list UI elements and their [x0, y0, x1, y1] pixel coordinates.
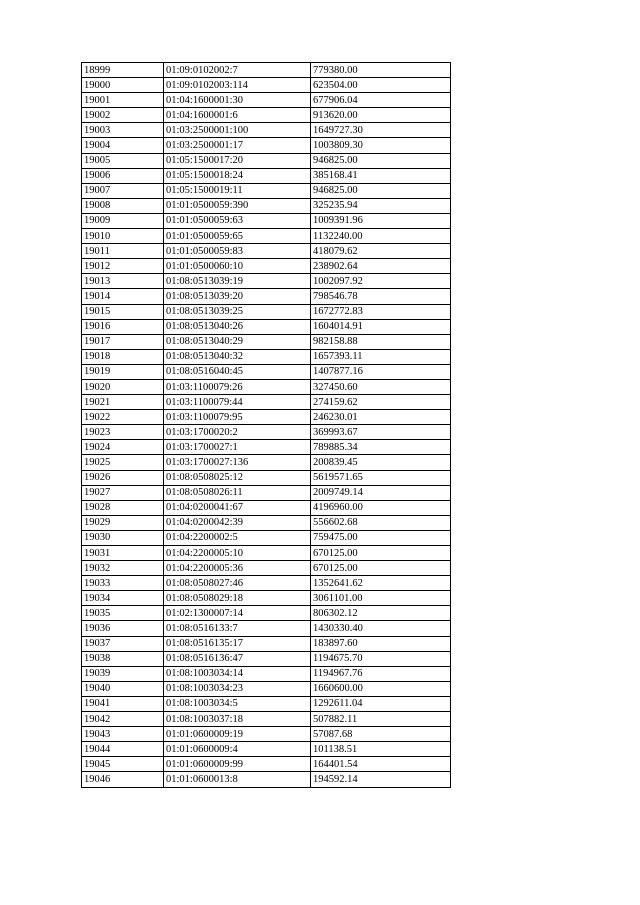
value-cell: 1292611.04 [311, 696, 451, 711]
table-row [82, 712, 451, 727]
row-id-cell: 19045 [82, 757, 164, 772]
table-row [82, 485, 451, 500]
value-cell: 418079.62 [311, 244, 451, 259]
row-id-cell: 19000 [82, 78, 164, 93]
value-cell: 982158.88 [311, 334, 451, 349]
value-cell: 1660600.00 [311, 681, 451, 696]
row-id-cell: 19022 [82, 410, 164, 425]
row-id-cell: 19021 [82, 395, 164, 410]
row-id-cell: 19031 [82, 546, 164, 561]
table-row [82, 576, 451, 591]
cadastral-number-cell: 01:01:0600009:4 [164, 742, 311, 757]
value-cell: 2009749.14 [311, 485, 451, 500]
value-cell: 246230.01 [311, 410, 451, 425]
table-row [82, 319, 451, 334]
row-id-cell: 19007 [82, 183, 164, 198]
row-id-cell: 18999 [82, 63, 164, 78]
table-row [82, 546, 451, 561]
cadastral-number-cell: 01:08:0516133:7 [164, 621, 311, 636]
row-id-cell: 19020 [82, 379, 164, 394]
cadastral-number-cell: 01:01:0600009:99 [164, 757, 311, 772]
value-cell: 385168.41 [311, 168, 451, 183]
value-cell: 913620.00 [311, 108, 451, 123]
cadastral-number-cell: 01:01:0500060:10 [164, 259, 311, 274]
cadastral-number-cell: 01:08:0508026:11 [164, 485, 311, 500]
row-id-cell: 19004 [82, 138, 164, 153]
value-cell: 1657393.11 [311, 349, 451, 364]
cadastral-number-cell: 01:03:1100079:95 [164, 410, 311, 425]
value-cell: 507882.11 [311, 712, 451, 727]
cadastral-number-cell: 01:01:0500059:83 [164, 244, 311, 259]
table-row [82, 425, 451, 440]
row-id-cell: 19037 [82, 636, 164, 651]
cadastral-number-cell: 01:03:1700020:2 [164, 425, 311, 440]
table-row [82, 379, 451, 394]
value-cell: 183897.60 [311, 636, 451, 651]
table-row [82, 229, 451, 244]
table-row [82, 606, 451, 621]
table-row [82, 78, 451, 93]
cadastral-number-cell: 01:08:0513039:19 [164, 274, 311, 289]
table-row [82, 666, 451, 681]
row-id-cell: 19003 [82, 123, 164, 138]
cadastral-number-cell: 01:04:0200042:39 [164, 515, 311, 530]
cadastral-number-cell: 01:04:2200005:10 [164, 546, 311, 561]
value-cell: 759475.00 [311, 530, 451, 545]
table-row [82, 651, 451, 666]
table-row [82, 727, 451, 742]
value-cell: 670125.00 [311, 546, 451, 561]
row-id-cell: 19035 [82, 606, 164, 621]
value-cell: 1649727.30 [311, 123, 451, 138]
cadastral-number-cell: 01:03:1100079:26 [164, 379, 311, 394]
cadastral-number-cell: 01:08:0516136:47 [164, 651, 311, 666]
value-cell: 4196960.00 [311, 500, 451, 515]
row-id-cell: 19024 [82, 440, 164, 455]
table-row [82, 183, 451, 198]
cadastral-number-cell: 01:08:0513040:26 [164, 319, 311, 334]
table-row [82, 470, 451, 485]
cadastral-number-cell: 01:08:1003034:23 [164, 681, 311, 696]
value-cell: 798546.78 [311, 289, 451, 304]
value-cell: 779380.00 [311, 63, 451, 78]
value-cell: 1002097.92 [311, 274, 451, 289]
table-row [82, 530, 451, 545]
table-row [82, 500, 451, 515]
row-id-cell: 19025 [82, 455, 164, 470]
table-row [82, 93, 451, 108]
cadastral-number-cell: 01:02:1300007:14 [164, 606, 311, 621]
value-cell: 1672772.83 [311, 304, 451, 319]
table-row [82, 138, 451, 153]
row-id-cell: 19016 [82, 319, 164, 334]
row-id-cell: 19040 [82, 681, 164, 696]
table-row [82, 334, 451, 349]
value-cell: 369993.67 [311, 425, 451, 440]
value-cell: 325235.94 [311, 198, 451, 213]
value-cell: 1407877.16 [311, 364, 451, 379]
table-row [82, 63, 451, 78]
cadastral-number-cell: 01:05:1500017:20 [164, 153, 311, 168]
table-row [82, 153, 451, 168]
row-id-cell: 19009 [82, 213, 164, 228]
cadastral-number-cell: 01:05:1500018:24 [164, 168, 311, 183]
cadastral-number-cell: 01:04:1600001:6 [164, 108, 311, 123]
row-id-cell: 19006 [82, 168, 164, 183]
value-cell: 670125.00 [311, 561, 451, 576]
table-row [82, 123, 451, 138]
value-cell: 1009391.96 [311, 213, 451, 228]
row-id-cell: 19023 [82, 425, 164, 440]
cadastral-number-cell: 01:08:0513040:29 [164, 334, 311, 349]
value-cell: 946825.00 [311, 153, 451, 168]
cadastral-number-cell: 01:08:0513040:32 [164, 349, 311, 364]
row-id-cell: 19030 [82, 530, 164, 545]
cadastral-number-cell: 01:03:1100079:44 [164, 395, 311, 410]
value-cell: 1194967.76 [311, 666, 451, 681]
value-cell: 677906.04 [311, 93, 451, 108]
cadastral-number-cell: 01:08:1003034:5 [164, 696, 311, 711]
table-row [82, 168, 451, 183]
cadastral-number-cell: 01:08:0508029:18 [164, 591, 311, 606]
cadastral-number-cell: 01:03:2500001:100 [164, 123, 311, 138]
row-id-cell: 19036 [82, 621, 164, 636]
value-cell: 789885.34 [311, 440, 451, 455]
value-cell: 1132240.00 [311, 229, 451, 244]
table-row [82, 561, 451, 576]
value-cell: 946825.00 [311, 183, 451, 198]
cadastral-number-cell: 01:01:0500059:65 [164, 229, 311, 244]
row-id-cell: 19027 [82, 485, 164, 500]
cadastral-number-cell: 01:08:0516040:45 [164, 364, 311, 379]
value-cell: 806302.12 [311, 606, 451, 621]
cadastral-number-cell: 01:05:1500019:11 [164, 183, 311, 198]
value-cell: 3061101.00 [311, 591, 451, 606]
cadastral-number-cell: 01:04:2200005:36 [164, 561, 311, 576]
row-id-cell: 19019 [82, 364, 164, 379]
table-row [82, 636, 451, 651]
row-id-cell: 19039 [82, 666, 164, 681]
value-cell: 1194675.70 [311, 651, 451, 666]
table-row [82, 244, 451, 259]
cadastral-number-cell: 01:08:0516135:17 [164, 636, 311, 651]
cadastral-number-cell: 01:08:0513039:20 [164, 289, 311, 304]
table-body [82, 63, 451, 788]
cadastral-number-cell: 01:08:0513039:25 [164, 304, 311, 319]
value-cell: 164401.54 [311, 757, 451, 772]
row-id-cell: 19033 [82, 576, 164, 591]
row-id-cell: 19043 [82, 727, 164, 742]
table-row [82, 108, 451, 123]
cadastral-number-cell: 01:01:0500059:390 [164, 198, 311, 213]
cadastral-number-cell: 01:01:0500059:63 [164, 213, 311, 228]
cadastral-number-cell: 01:04:2200002:5 [164, 530, 311, 545]
table-row [82, 455, 451, 470]
value-cell: 200839.45 [311, 455, 451, 470]
data-table [81, 62, 451, 788]
table-row [82, 440, 451, 455]
cadastral-number-cell: 01:03:2500001:17 [164, 138, 311, 153]
cadastral-number-cell: 01:09:0102003:114 [164, 78, 311, 93]
row-id-cell: 19042 [82, 712, 164, 727]
cadastral-number-cell: 01:01:0600009:19 [164, 727, 311, 742]
row-id-cell: 19046 [82, 772, 164, 787]
row-id-cell: 19001 [82, 93, 164, 108]
table-row [82, 757, 451, 772]
cadastral-number-cell: 01:03:1700027:136 [164, 455, 311, 470]
row-id-cell: 19038 [82, 651, 164, 666]
table-row [82, 259, 451, 274]
cadastral-number-cell: 01:09:0102002:7 [164, 63, 311, 78]
value-cell: 1604014.91 [311, 319, 451, 334]
table-row [82, 772, 451, 787]
table-row [82, 515, 451, 530]
value-cell: 623504.00 [311, 78, 451, 93]
value-cell: 5619571.65 [311, 470, 451, 485]
table-row [82, 591, 451, 606]
value-cell: 238902.64 [311, 259, 451, 274]
table-row [82, 410, 451, 425]
row-id-cell: 19014 [82, 289, 164, 304]
cadastral-number-cell: 01:03:1700027:1 [164, 440, 311, 455]
table-row [82, 742, 451, 757]
table-row [82, 213, 451, 228]
table-row [82, 395, 451, 410]
table-row [82, 621, 451, 636]
cadastral-number-cell: 01:04:0200041:67 [164, 500, 311, 515]
row-id-cell: 19015 [82, 304, 164, 319]
cadastral-number-cell: 01:08:0508025:12 [164, 470, 311, 485]
row-id-cell: 19005 [82, 153, 164, 168]
value-cell: 57087.68 [311, 727, 451, 742]
row-id-cell: 19018 [82, 349, 164, 364]
value-cell: 1003809.30 [311, 138, 451, 153]
value-cell: 556602.68 [311, 515, 451, 530]
table-row [82, 304, 451, 319]
table-row [82, 349, 451, 364]
value-cell: 327450.60 [311, 379, 451, 394]
row-id-cell: 19011 [82, 244, 164, 259]
cadastral-number-cell: 01:01:0600013:8 [164, 772, 311, 787]
table-row [82, 274, 451, 289]
row-id-cell: 19044 [82, 742, 164, 757]
value-cell: 1430330.40 [311, 621, 451, 636]
row-id-cell: 19008 [82, 198, 164, 213]
value-cell: 101138.51 [311, 742, 451, 757]
row-id-cell: 19002 [82, 108, 164, 123]
table-row [82, 696, 451, 711]
value-cell: 194592.14 [311, 772, 451, 787]
table-row [82, 289, 451, 304]
table-row [82, 364, 451, 379]
row-id-cell: 19032 [82, 561, 164, 576]
row-id-cell: 19026 [82, 470, 164, 485]
row-id-cell: 19029 [82, 515, 164, 530]
cadastral-number-cell: 01:08:1003037:18 [164, 712, 311, 727]
table-row [82, 681, 451, 696]
value-cell: 274159.62 [311, 395, 451, 410]
row-id-cell: 19041 [82, 696, 164, 711]
table-row [82, 198, 451, 213]
row-id-cell: 19028 [82, 500, 164, 515]
cadastral-number-cell: 01:04:1600001:30 [164, 93, 311, 108]
row-id-cell: 19010 [82, 229, 164, 244]
value-cell: 1352641.62 [311, 576, 451, 591]
row-id-cell: 19013 [82, 274, 164, 289]
row-id-cell: 19034 [82, 591, 164, 606]
cadastral-number-cell: 01:08:1003034:14 [164, 666, 311, 681]
row-id-cell: 19012 [82, 259, 164, 274]
cadastral-number-cell: 01:08:0508027:46 [164, 576, 311, 591]
row-id-cell: 19017 [82, 334, 164, 349]
